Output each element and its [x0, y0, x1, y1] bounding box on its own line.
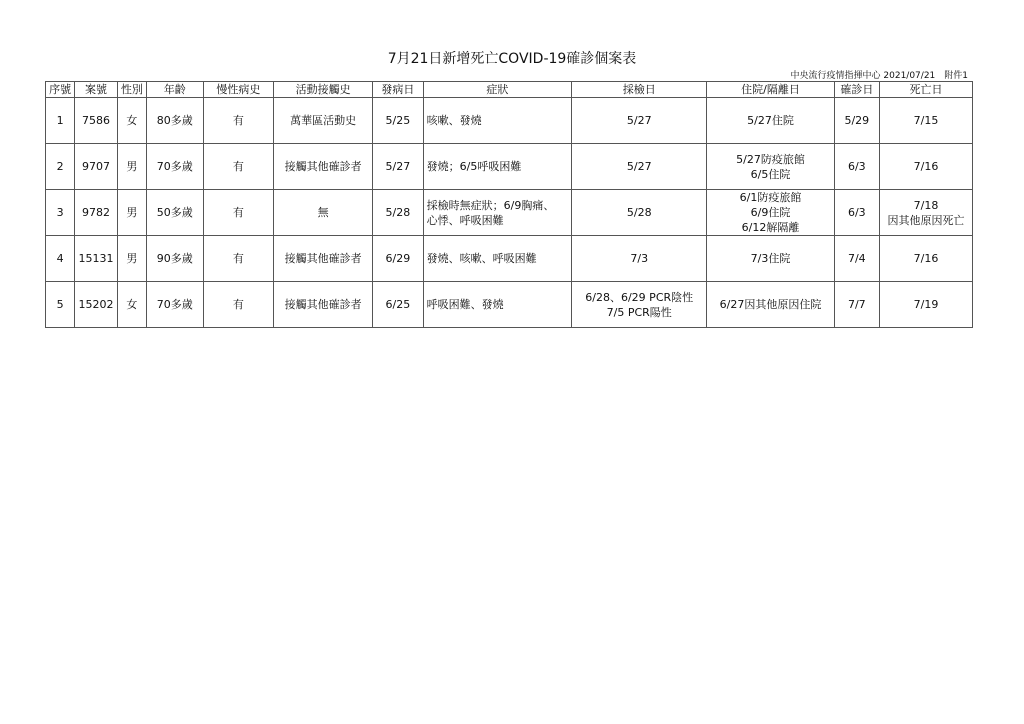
cell-case-no: 7586 [75, 98, 117, 144]
cell-onset: 5/27 [373, 144, 423, 190]
table-row [46, 282, 973, 328]
header-test-date: 採檢日 [572, 82, 707, 98]
cell-confirm-date: 6/3 [834, 144, 879, 190]
cell-sex: 男 [117, 144, 146, 190]
symptoms-line: 咳嗽、發燒 [426, 114, 482, 127]
header-sex: 性別 [117, 82, 146, 98]
cell-chronic: 有 [203, 282, 274, 328]
test-date-line: 5/27 [626, 160, 652, 173]
cell-age: 70多歲 [146, 282, 203, 328]
page-title: 7月21日新增死亡COVID-19確診個案表 [387, 51, 637, 67]
cell-seq: 1 [46, 98, 75, 144]
cell-chronic: 有 [203, 236, 274, 282]
cell-test-date [572, 236, 707, 282]
cell-symptoms [423, 282, 571, 328]
cell-onset: 6/29 [373, 236, 423, 282]
cell-seq: 2 [46, 144, 75, 190]
cell-chronic: 有 [203, 98, 274, 144]
table-row [46, 190, 973, 236]
cell-death-date [880, 190, 973, 236]
header-seq: 序號 [46, 82, 75, 98]
table-row [46, 98, 973, 144]
hospital-line: 5/27防疫旅館 [736, 152, 805, 166]
test-date-line: 5/27 [626, 114, 652, 127]
cell-death-date [880, 98, 973, 144]
cell-case-no: 9707 [75, 144, 117, 190]
cell-contact: 接觸其他確診者 [274, 236, 373, 282]
cell-age: 50多歲 [146, 190, 203, 236]
cell-age: 70多歲 [146, 144, 203, 190]
header-death-date: 死亡日 [880, 82, 973, 98]
cell-confirm-date: 6/3 [834, 190, 879, 236]
hospital-line: 6/5住院 [750, 167, 791, 181]
table-row [46, 236, 973, 282]
symptoms-line: 發燒；6/5呼吸困難 [426, 160, 522, 173]
cell-age: 80多歲 [146, 98, 203, 144]
cell-symptoms [423, 190, 571, 236]
cell-chronic: 有 [203, 144, 274, 190]
cell-seq: 5 [46, 282, 75, 328]
cell-age: 90多歲 [146, 236, 203, 282]
source-note: 中央流行疫情指揮中心 2021/07/21 附件1 [790, 71, 968, 81]
cell-confirm-date: 7/7 [834, 282, 879, 328]
death-line: 7/16 [913, 160, 939, 173]
test-date-line: 7/5 PCR陽性 [606, 305, 672, 319]
cell-onset: 5/28 [373, 190, 423, 236]
cell-sex: 男 [117, 236, 146, 282]
cell-test-date [572, 190, 707, 236]
cell-test-date [572, 144, 707, 190]
death-line: 7/16 [913, 252, 939, 265]
cell-contact: 萬華區活動史 [274, 98, 373, 144]
header-age: 年齡 [146, 82, 203, 98]
hospital-line: 6/27因其他原因住院 [719, 298, 822, 311]
cell-seq: 4 [46, 236, 75, 282]
hospital-line: 6/1防疫旅館 [739, 191, 802, 204]
cell-hospital-date [707, 236, 834, 282]
symptoms-line: 發燒、咳嗽、呼吸困難 [426, 252, 537, 265]
cell-symptoms [423, 98, 571, 144]
cell-case-no: 15202 [75, 282, 117, 328]
test-date-line: 5/28 [626, 206, 652, 219]
cell-sex: 女 [117, 98, 146, 144]
hospital-line: 6/12解隔離 [741, 221, 800, 234]
cell-contact: 接觸其他確診者 [274, 282, 373, 328]
cell-contact: 接觸其他確診者 [274, 144, 373, 190]
header-onset: 發病日 [373, 82, 423, 98]
death-cases-table [45, 81, 973, 328]
cell-onset: 6/25 [373, 282, 423, 328]
cell-onset: 5/25 [373, 98, 423, 144]
test-date-line: 6/28、6/29 PCR陰性 [585, 290, 694, 304]
cell-confirm-date: 7/4 [834, 236, 879, 282]
header-chronic: 慢性病史 [203, 82, 274, 98]
symptoms-line: 心悸、呼吸困難 [426, 213, 504, 227]
table-row [46, 144, 973, 190]
cell-hospital-date [707, 98, 834, 144]
hospital-line: 5/27住院 [747, 114, 794, 127]
cell-contact: 無 [274, 190, 373, 236]
header-contact: 活動接觸史 [274, 82, 373, 98]
symptoms-line: 採檢時無症狀；6/9胸痛、 [426, 198, 555, 212]
header-symptoms: 症狀 [423, 82, 571, 98]
cell-test-date [572, 282, 707, 328]
cell-test-date [572, 98, 707, 144]
header-hospital-date: 住院/隔離日 [707, 82, 834, 98]
symptoms-line: 呼吸困難、發燒 [426, 298, 504, 311]
table-header-row [46, 82, 973, 98]
cell-hospital-date [707, 144, 834, 190]
cell-case-no: 15131 [75, 236, 117, 282]
cell-death-date [880, 236, 973, 282]
cell-seq: 3 [46, 190, 75, 236]
cell-confirm-date: 5/29 [834, 98, 879, 144]
death-cause-line: 因其他原因死亡 [887, 213, 965, 227]
cell-death-date [880, 144, 973, 190]
cell-symptoms [423, 236, 571, 282]
hospital-line: 7/3住院 [750, 252, 791, 265]
cell-case-no: 9782 [75, 190, 117, 236]
cell-hospital-date [707, 282, 834, 328]
death-line: 7/15 [913, 114, 939, 127]
test-date-line: 7/3 [630, 252, 649, 265]
cell-sex: 男 [117, 190, 146, 236]
header-confirm-date: 確診日 [834, 82, 879, 98]
death-line: 7/18 [913, 198, 939, 212]
cell-sex: 女 [117, 282, 146, 328]
cell-hospital-date [707, 190, 834, 236]
cell-death-date [880, 282, 973, 328]
hospital-line: 6/9住院 [750, 206, 791, 219]
death-line: 7/19 [913, 298, 939, 311]
cell-symptoms [423, 144, 571, 190]
header-case-no: 案號 [75, 82, 117, 98]
cell-chronic: 有 [203, 190, 274, 236]
